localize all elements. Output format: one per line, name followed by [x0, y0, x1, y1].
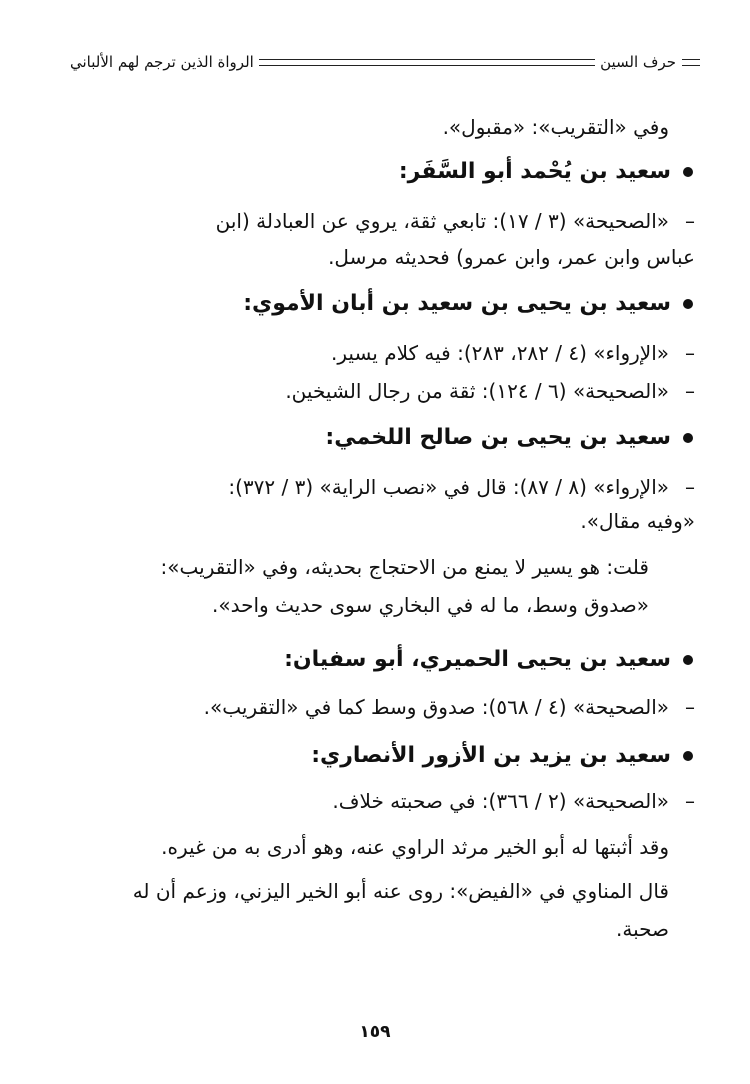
citation-item [285, 378, 695, 404]
entry-heading-text: سعيد بن يزيد بن الأزور الأنصاري: [311, 743, 671, 768]
citation-item [331, 340, 695, 366]
item-dash: – [685, 341, 695, 365]
text-line: وقد أثبتها له أبو الخير مرثد الراوي عنه، وهو أدرى به من غيره. [161, 835, 669, 859]
book-title: الرواة الذين ترجم لهم الألباني [70, 53, 254, 71]
entry-heading-text: سعيد بن يُحْمد أبو السَّفَر: [398, 159, 671, 184]
bullet-icon [683, 433, 693, 443]
header-ornament [682, 59, 700, 66]
item-dash: – [685, 695, 695, 719]
note-line: قلت: هو يسير لا يمنع من الاحتجاج بحديثه، وفي «التقريب»: [160, 555, 649, 579]
item-dash: – [685, 379, 695, 403]
text-line: قال المناوي في «الفيض»: روى عنه أبو الخير اليزني، وزعم أن له [132, 879, 669, 903]
entry-heading [243, 290, 695, 318]
entry-heading [284, 646, 695, 674]
header-rule [259, 59, 595, 66]
citation-text: «الإرواء» (٨ / ٨٧): قال في «نصب الراية» (٣ / ٣٧٢): [228, 475, 669, 499]
bullet-icon [683, 299, 693, 309]
text-line: عباس وابن عمر، وابن عمرو) فحديثه مرسل. [328, 245, 695, 269]
bullet-icon [683, 167, 693, 177]
item-dash: – [685, 475, 695, 499]
note-line: «صدوق وسط، ما له في البخاري سوى حديث واحد». [212, 593, 649, 617]
citation-text: «الصحيحة» (٦ / ١٢٤): ثقة من رجال الشيخين. [285, 379, 669, 403]
entry-heading [325, 424, 695, 452]
citation-item [216, 208, 695, 234]
citation-text: «الصحيحة» (٢ / ٣٦٦): في صحبته خلاف. [332, 789, 669, 813]
item-dash: – [685, 209, 695, 233]
text-line: صحبة. [615, 917, 669, 941]
citation-item [204, 694, 695, 720]
text-line: «وفيه مقال». [580, 509, 695, 533]
entry-heading-text: سعيد بن يحيى الحميري، أبو سفيان: [284, 647, 671, 672]
text-line: وفي «التقريب»: «مقبول». [442, 115, 669, 139]
entry-heading-text: سعيد بن يحيى بن سعيد بن أبان الأموي: [243, 291, 671, 316]
citation-item [332, 788, 695, 814]
entry-heading [311, 742, 695, 770]
entry-heading [399, 158, 695, 186]
bullet-icon [683, 655, 693, 665]
bullet-icon [683, 751, 693, 761]
running-header [70, 52, 700, 72]
chapter-title: حرف السين [600, 53, 676, 71]
citation-text: «الصحيحة» (٤ / ٥٦٨): صدوق وسط كما في «التقريب». [203, 695, 669, 719]
item-dash: – [685, 789, 695, 813]
page-number: ١٥٩ [359, 1022, 391, 1042]
citation-text: «الإرواء» (٤ / ٢٨٢، ٢٨٣): فيه كلام يسير. [331, 341, 669, 365]
entry-heading-text: سعيد بن يحيى بن صالح اللخمي: [325, 425, 671, 450]
citation-item [228, 474, 695, 500]
citation-text: «الصحيحة» (٣ / ١٧): تابعي ثقة، يروي عن العبادلة (ابن [215, 209, 669, 233]
